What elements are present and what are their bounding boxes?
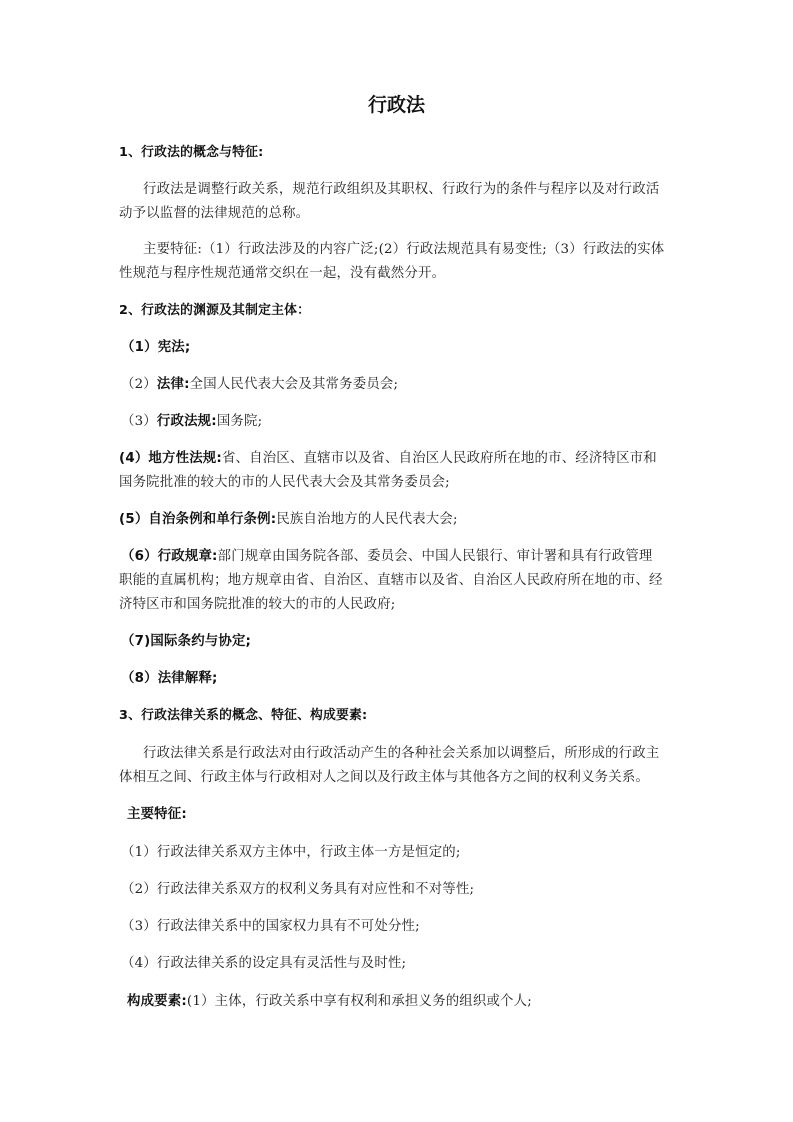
section-3-heading: 3、行政法律关系的概念、特征、构成要素: xyxy=(119,708,368,723)
source-item-5-text: 民族自治地方的人民代表大会; xyxy=(276,512,458,527)
elements-line xyxy=(127,994,532,1010)
section-1-paragraph-2-line-2: 性规范与程序性规范通常交织在一起，没有截然分开。 xyxy=(119,266,446,281)
source-item-2-text: 全国人民代表大会及其常务委员会; xyxy=(189,377,399,392)
source-item-2 xyxy=(121,377,398,393)
section-1-paragraph-2-line-1: 主要特征:（1）行政法涉及的内容广泛;(2）行政法规范具有易变性;（3）行政法的实体 xyxy=(143,242,665,257)
source-item-6-label: （6）行政规章: xyxy=(121,549,218,564)
section-1-heading: 1、行政法的概念与特征: xyxy=(119,145,264,160)
section-1-paragraph-1-line-1: 行政法是调整行政关系，规范行政组织及其职权、行政行为的条件与程序以及对行政活 xyxy=(143,182,660,197)
source-item-1: （1）宪法; xyxy=(121,340,191,355)
source-item-5 xyxy=(119,512,458,528)
source-item-4-line-2: 国务院批准的较大的市的人民代表大会及其常务委员会; xyxy=(119,475,450,490)
source-item-4-label: (4）地方性法规: xyxy=(119,451,222,466)
feature-item-2: （2）行政法律关系双方的权利义务具有对应性和不对等性; xyxy=(121,882,475,897)
source-item-6-text: 部门规章由国务院各部、委员会、中国人民银行、审计署和具有行政管理 xyxy=(217,549,653,564)
section-1-paragraph-1-line-2: 动予以监督的法律规范的总称。 xyxy=(119,206,310,221)
source-item-2-prefix: （2） xyxy=(121,377,157,392)
source-item-4-line-1 xyxy=(119,451,657,467)
source-item-3-label: 行政法规: xyxy=(156,414,217,429)
elements-label: 构成要素: xyxy=(127,994,187,1009)
source-item-6-line-2: 职能的直属机构；地方规章由省、自治区、直辖市以及省、自治区人民政府所在地的市、经 xyxy=(119,573,663,588)
document-title: 行政法 xyxy=(367,94,425,116)
section-2-heading: 2、行政法的渊源及其制定主体： xyxy=(119,303,311,318)
elements-text: (1）主体，行政关系中享有权利和承担义务的组织或个人; xyxy=(186,994,532,1009)
source-item-7: （7)国际条约与协定; xyxy=(121,634,252,649)
source-item-3-prefix: （3） xyxy=(121,414,157,429)
source-item-5-label: (5）自治条例和单行条例: xyxy=(119,512,277,527)
feature-item-1: （1）行政法律关系双方主体中，行政主体一方是恒定的; xyxy=(121,845,461,860)
feature-item-3: （3）行政法律关系中的国家权力具有不可处分性; xyxy=(121,919,420,934)
source-item-3-text: 国务院; xyxy=(216,414,263,429)
source-item-8: （8）法律解释; xyxy=(121,671,218,686)
source-item-6-line-1 xyxy=(121,549,653,565)
section-3-paragraph-line-1: 行政法律关系是行政法对由行政活动产生的各种社会关系加以调整后，所形成的行政主 xyxy=(143,746,660,761)
source-item-2-label: 法律: xyxy=(156,377,190,392)
source-item-4-text: 省、自治区、直辖市以及省、自治区人民政府所在地的市、经济特区市和 xyxy=(221,451,657,466)
feature-item-4: （4）行政法律关系的设定具有灵活性与及时性; xyxy=(121,956,407,971)
source-item-3 xyxy=(121,414,262,430)
source-item-6-line-3: 济特区市和国务院批准的较大的市的人民政府; xyxy=(119,597,396,612)
section-3-paragraph-line-2: 体相互之间、行政主体与行政相对人之间以及行政主体与其他各方之间的权利义务关系。 xyxy=(119,770,650,785)
features-label: 主要特征: xyxy=(127,807,187,822)
